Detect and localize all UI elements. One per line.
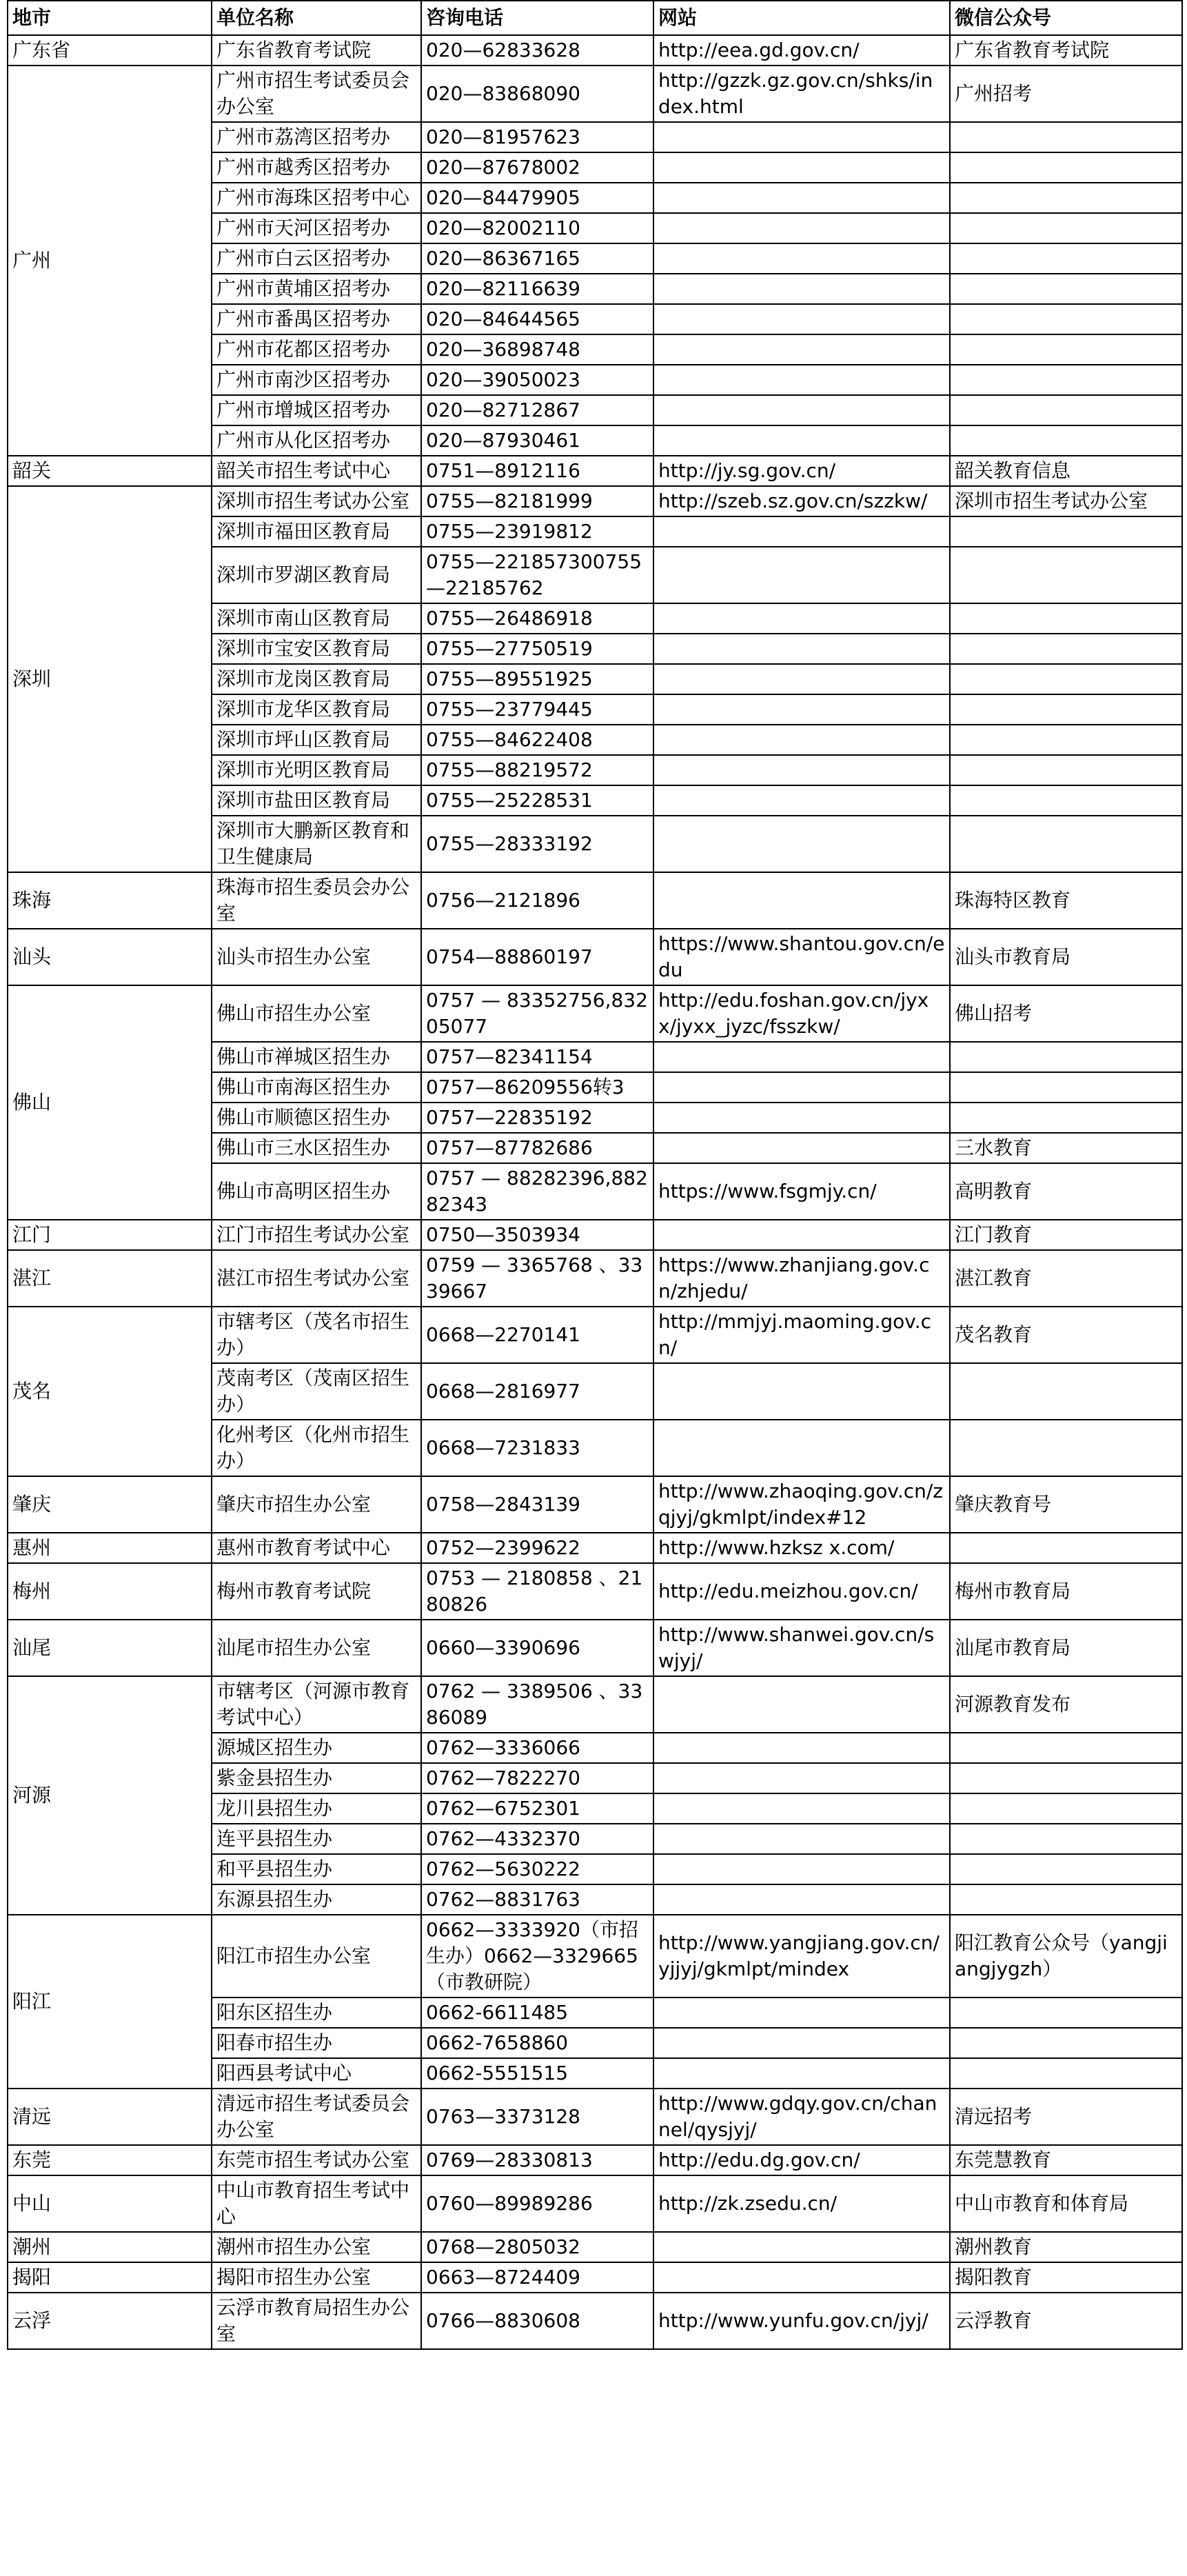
phone-cell: 0758—2843139 (421, 1476, 653, 1533)
unit-cell: 揭阳市招生办公室 (212, 2262, 421, 2293)
website-cell: http://www.yunfu.gov.cn/jyj/ (653, 2293, 950, 2349)
wechat-cell (950, 1763, 1182, 1793)
table-row (8, 1476, 1182, 1533)
website-cell (653, 1733, 950, 1763)
unit-cell: 和平县招生办 (212, 1854, 421, 1884)
website-cell (653, 1363, 950, 1420)
wechat-cell (950, 1533, 1182, 1563)
unit-cell: 潮州市招生办公室 (212, 2232, 421, 2262)
unit-cell: 韶关市招生考试中心 (212, 456, 421, 486)
phone-cell: 0757 — 83352756,83205077 (421, 985, 653, 1042)
table-row (8, 2175, 1182, 2232)
phone-cell: 020—84479905 (421, 183, 653, 213)
website-cell (653, 694, 950, 725)
website-cell: http://edu.dg.gov.cn/ (653, 2145, 950, 2175)
unit-cell: 化州考区（化州市招生办） (212, 1420, 421, 1476)
phone-cell: 0762 — 3389506 、3386089 (421, 1676, 653, 1733)
phone-cell: 0662-5551515 (421, 2058, 653, 2089)
wechat-cell (950, 1072, 1182, 1103)
website-cell (653, 1763, 950, 1793)
wechat-cell: 汕头市教育局 (950, 929, 1182, 985)
wechat-cell: 河源教育发布 (950, 1676, 1182, 1733)
wechat-cell (950, 152, 1182, 183)
phone-cell: 0755—23779445 (421, 694, 653, 725)
wechat-cell (950, 1998, 1182, 2028)
table-row (8, 985, 1182, 1042)
phone-cell: 0757—82341154 (421, 1042, 653, 1072)
wechat-cell: 深圳市招生考试办公室 (950, 486, 1182, 516)
phone-cell: 0755—23919812 (421, 516, 653, 547)
website-cell (653, 1824, 950, 1854)
website-cell: http://zk.zsedu.cn/ (653, 2175, 950, 2232)
city-cell: 汕尾 (8, 1620, 212, 1676)
unit-cell: 深圳市盐田区教育局 (212, 785, 421, 816)
phone-cell: 0762—6752301 (421, 1793, 653, 1824)
unit-cell: 茂南考区（茂南区招生办） (212, 1363, 421, 1420)
website-cell (653, 1998, 950, 2028)
phone-cell: 0757—87782686 (421, 1133, 653, 1163)
wechat-cell (950, 2058, 1182, 2089)
website-cell (653, 725, 950, 755)
city-cell: 东莞 (8, 2145, 212, 2175)
website-cell: http://www.zhaoqing.gov.cn/zqjyj/gkmlpt/index#12 (653, 1476, 950, 1533)
table-row (8, 1220, 1182, 1250)
unit-cell: 广州市招生考试委员会办公室 (212, 66, 421, 122)
unit-cell: 佛山市三水区招生办 (212, 1133, 421, 1163)
phone-cell: 0662-7658860 (421, 2028, 653, 2058)
phone-cell: 0760—89989286 (421, 2175, 653, 2232)
website-cell: http://www.hzksz x.com/ (653, 1533, 950, 1563)
wechat-cell (950, 785, 1182, 816)
phone-cell: 020—81957623 (421, 122, 653, 152)
unit-cell: 广州市增城区招考办 (212, 395, 421, 425)
website-cell: http://jy.sg.gov.cn/ (653, 456, 950, 486)
wechat-cell: 肇庆教育号 (950, 1476, 1182, 1533)
unit-cell: 市辖考区（茂名市招生办） (212, 1307, 421, 1363)
website-cell (653, 785, 950, 816)
unit-cell: 市辖考区（河源市教育考试中心） (212, 1676, 421, 1733)
phone-cell: 0668—2270141 (421, 1307, 653, 1363)
website-cell (653, 183, 950, 213)
website-cell: https://www.shantou.gov.cn/edu (653, 929, 950, 985)
phone-cell: 020—62833628 (421, 35, 653, 66)
unit-cell: 广州市荔湾区招考办 (212, 122, 421, 152)
website-cell (653, 2232, 950, 2262)
website-cell: http://gzzk.gz.gov.cn/shks/index.html (653, 66, 950, 122)
wechat-cell (950, 634, 1182, 664)
phone-cell: 020—36898748 (421, 334, 653, 365)
unit-cell: 广州市天河区招考办 (212, 213, 421, 243)
unit-cell: 惠州市教育考试中心 (212, 1533, 421, 1563)
website-cell (653, 395, 950, 425)
table-row (8, 1533, 1182, 1563)
website-cell (653, 755, 950, 785)
wechat-cell (950, 1793, 1182, 1824)
unit-cell: 江门市招生考试办公室 (212, 1220, 421, 1250)
website-cell (653, 274, 950, 304)
unit-cell: 广州市从化区招考办 (212, 425, 421, 456)
city-cell: 佛山 (8, 985, 212, 1220)
unit-cell: 汕头市招生办公室 (212, 929, 421, 985)
table-row (8, 66, 1182, 122)
website-cell (653, 152, 950, 183)
table-row (8, 1915, 1182, 1998)
phone-cell: 020—83868090 (421, 66, 653, 122)
phone-cell: 020—82116639 (421, 274, 653, 304)
phone-cell: 0754—88860197 (421, 929, 653, 985)
wechat-cell: 三水教育 (950, 1133, 1182, 1163)
phone-cell: 020—39050023 (421, 365, 653, 395)
website-cell (653, 1042, 950, 1072)
website-cell (653, 304, 950, 334)
table-row (8, 2145, 1182, 2175)
wechat-cell (950, 213, 1182, 243)
wechat-cell (950, 1420, 1182, 1476)
unit-cell: 源城区招生办 (212, 1733, 421, 1763)
website-cell (653, 2058, 950, 2089)
phone-cell: 0762—5630222 (421, 1854, 653, 1884)
phone-cell: 0755—84622408 (421, 725, 653, 755)
unit-cell: 紫金县招生办 (212, 1763, 421, 1793)
website-cell (653, 213, 950, 243)
city-cell: 云浮 (8, 2293, 212, 2349)
website-cell: http://eea.gd.gov.cn/ (653, 35, 950, 66)
phone-cell: 020—82002110 (421, 213, 653, 243)
website-cell: http://www.shanwei.gov.cn/swjyj/ (653, 1620, 950, 1676)
city-cell: 汕头 (8, 929, 212, 985)
city-cell: 珠海 (8, 872, 212, 929)
unit-cell: 肇庆市招生办公室 (212, 1476, 421, 1533)
website-cell (653, 872, 950, 929)
wechat-cell (950, 1042, 1182, 1072)
website-cell (653, 2262, 950, 2293)
unit-cell: 东源县招生办 (212, 1884, 421, 1915)
unit-cell: 阳江市招生办公室 (212, 1915, 421, 1998)
table-row (8, 2232, 1182, 2262)
header-phone: 咨询电话 (421, 1, 653, 35)
unit-cell: 阳西县考试中心 (212, 2058, 421, 2089)
city-cell: 广州 (8, 66, 212, 456)
city-cell: 惠州 (8, 1533, 212, 1563)
city-cell: 揭阳 (8, 2262, 212, 2293)
phone-cell: 0757—22835192 (421, 1103, 653, 1133)
phone-cell: 0757—86209556转3 (421, 1072, 653, 1103)
phone-cell: 0755—25228531 (421, 785, 653, 816)
table-row (8, 1250, 1182, 1307)
phone-cell: 0762—8831763 (421, 1884, 653, 1915)
website-cell: https://www.fsgmjy.cn/ (653, 1163, 950, 1220)
unit-cell: 广州市南沙区招考办 (212, 365, 421, 395)
website-cell (653, 516, 950, 547)
wechat-cell (950, 274, 1182, 304)
phone-cell: 0755—28333192 (421, 816, 653, 872)
unit-cell: 深圳市招生考试办公室 (212, 486, 421, 516)
city-cell: 阳江 (8, 1915, 212, 2089)
phone-cell: 0762—7822270 (421, 1763, 653, 1793)
phone-cell: 0755—26486918 (421, 603, 653, 634)
website-cell (653, 1220, 950, 1250)
wechat-cell (950, 516, 1182, 547)
phone-cell: 0751—8912116 (421, 456, 653, 486)
wechat-cell: 汕尾市教育局 (950, 1620, 1182, 1676)
wechat-cell (950, 694, 1182, 725)
wechat-cell: 云浮教育 (950, 2293, 1182, 2349)
table-row (8, 1620, 1182, 1676)
website-cell (653, 122, 950, 152)
website-cell: http://www.yangjiang.gov.cn/yjjyj/gkmlpt/mindex (653, 1915, 950, 1998)
table-row (8, 486, 1182, 516)
website-cell (653, 816, 950, 872)
wechat-cell: 东莞慧教育 (950, 2145, 1182, 2175)
phone-cell: 0662—3333920（市招生办）0662—3329665（市教研院） (421, 1915, 653, 1998)
table-row (8, 456, 1182, 486)
unit-cell: 梅州市教育考试院 (212, 1563, 421, 1620)
phone-cell: 0768—2805032 (421, 2232, 653, 2262)
wechat-cell (950, 547, 1182, 603)
unit-cell: 深圳市南山区教育局 (212, 603, 421, 634)
wechat-cell (950, 1363, 1182, 1420)
unit-cell: 湛江市招生考试办公室 (212, 1250, 421, 1307)
unit-cell: 珠海市招生委员会办公室 (212, 872, 421, 929)
unit-cell: 广东省教育考试院 (212, 35, 421, 66)
website-cell: http://www.gdqy.gov.cn/channel/qysjyj/ (653, 2089, 950, 2145)
table-row (8, 35, 1182, 66)
phone-cell: 0756—2121896 (421, 872, 653, 929)
phone-cell: 0762—3336066 (421, 1733, 653, 1763)
header-city: 地市 (8, 1, 212, 35)
phone-cell: 0668—2816977 (421, 1363, 653, 1420)
city-cell: 湛江 (8, 1250, 212, 1307)
unit-cell: 广州市花都区招考办 (212, 334, 421, 365)
wechat-cell: 高明教育 (950, 1163, 1182, 1220)
website-cell (653, 1854, 950, 1884)
city-cell: 江门 (8, 1220, 212, 1250)
website-cell (653, 664, 950, 694)
wechat-cell: 珠海特区教育 (950, 872, 1182, 929)
wechat-cell (950, 664, 1182, 694)
phone-cell: 0755—89551925 (421, 664, 653, 694)
table-row (8, 872, 1182, 929)
phone-cell: 020—87930461 (421, 425, 653, 456)
phone-cell: 0769—28330813 (421, 2145, 653, 2175)
city-cell: 中山 (8, 2175, 212, 2232)
contact-table (7, 0, 1183, 2350)
phone-cell: 0755—82181999 (421, 486, 653, 516)
unit-cell: 深圳市宝安区教育局 (212, 634, 421, 664)
wechat-cell: 广州招考 (950, 66, 1182, 122)
unit-cell: 广州市海珠区招考中心 (212, 183, 421, 213)
website-cell (653, 425, 950, 456)
wechat-cell: 中山市教育和体育局 (950, 2175, 1182, 2232)
table-row (8, 1676, 1182, 1733)
wechat-cell (950, 2028, 1182, 2058)
website-cell: http://mmjyj.maoming.gov.cn/ (653, 1307, 950, 1363)
unit-cell: 佛山市禅城区招生办 (212, 1042, 421, 1072)
header-wechat: 微信公众号 (950, 1, 1182, 35)
wechat-cell: 江门教育 (950, 1220, 1182, 1250)
table-header (8, 1, 1182, 35)
phone-cell: 0660—3390696 (421, 1620, 653, 1676)
unit-cell: 深圳市大鹏新区教育和卫生健康局 (212, 816, 421, 872)
wechat-cell (950, 1854, 1182, 1884)
wechat-cell (950, 334, 1182, 365)
phone-cell: 020—87678002 (421, 152, 653, 183)
unit-cell: 广州市越秀区招考办 (212, 152, 421, 183)
header-unit: 单位名称 (212, 1, 421, 35)
website-cell (653, 603, 950, 634)
unit-cell: 佛山市招生办公室 (212, 985, 421, 1042)
city-cell: 广东省 (8, 35, 212, 66)
table-row (8, 2089, 1182, 2145)
unit-cell: 佛山市高明区招生办 (212, 1163, 421, 1220)
wechat-cell: 湛江教育 (950, 1250, 1182, 1307)
website-cell (653, 334, 950, 365)
table-row (8, 2262, 1182, 2293)
wechat-cell (950, 395, 1182, 425)
phone-cell: 0759 — 3365768 、3339667 (421, 1250, 653, 1307)
website-cell (653, 1103, 950, 1133)
unit-cell: 佛山市南海区招生办 (212, 1072, 421, 1103)
phone-cell: 0668—7231833 (421, 1420, 653, 1476)
wechat-cell (950, 122, 1182, 152)
header-row (8, 1, 1182, 35)
wechat-cell (950, 816, 1182, 872)
unit-cell: 云浮市教育局招生办公室 (212, 2293, 421, 2349)
phone-cell: 0763—3373128 (421, 2089, 653, 2145)
wechat-cell: 广东省教育考试院 (950, 35, 1182, 66)
city-cell: 潮州 (8, 2232, 212, 2262)
phone-cell: 0755—88219572 (421, 755, 653, 785)
phone-cell: 0752—2399622 (421, 1533, 653, 1563)
phone-cell: 0755—27750519 (421, 634, 653, 664)
wechat-cell: 梅州市教育局 (950, 1563, 1182, 1620)
wechat-cell (950, 1733, 1182, 1763)
unit-cell: 阳春市招生办 (212, 2028, 421, 2058)
phone-cell: 0662-6611485 (421, 1998, 653, 2028)
wechat-cell: 清远招考 (950, 2089, 1182, 2145)
wechat-cell (950, 725, 1182, 755)
unit-cell: 深圳市坪山区教育局 (212, 725, 421, 755)
unit-cell: 广州市黄埔区招考办 (212, 274, 421, 304)
website-cell (653, 1420, 950, 1476)
website-cell (653, 634, 950, 664)
wechat-cell: 阳江教育公众号（yangjiangjygzh） (950, 1915, 1182, 1998)
wechat-cell (950, 1884, 1182, 1915)
city-cell: 茂名 (8, 1307, 212, 1476)
unit-cell: 深圳市龙华区教育局 (212, 694, 421, 725)
unit-cell: 阳东区招生办 (212, 1998, 421, 2028)
unit-cell: 汕尾市招生办公室 (212, 1620, 421, 1676)
website-cell (653, 1676, 950, 1733)
unit-cell: 广州市白云区招考办 (212, 243, 421, 274)
wechat-cell (950, 1824, 1182, 1854)
website-cell: https://www.zhanjiang.gov.cn/zhjedu/ (653, 1250, 950, 1307)
website-cell: http://edu.foshan.gov.cn/jyxx/jyxx_jyzc/fsszkw/ (653, 985, 950, 1042)
wechat-cell (950, 183, 1182, 213)
phone-cell: 0757 — 88282396,88282343 (421, 1163, 653, 1220)
phone-cell: 0762—4332370 (421, 1824, 653, 1854)
unit-cell: 深圳市罗湖区教育局 (212, 547, 421, 603)
website-cell (653, 2028, 950, 2058)
phone-cell: 0750—3503934 (421, 1220, 653, 1250)
city-cell: 清远 (8, 2089, 212, 2145)
phone-cell: 0755—221857300755—22185762 (421, 547, 653, 603)
city-cell: 河源 (8, 1676, 212, 1915)
website-cell (653, 1793, 950, 1824)
unit-cell: 深圳市福田区教育局 (212, 516, 421, 547)
header-website: 网站 (653, 1, 950, 35)
table-body (8, 35, 1182, 2349)
unit-cell: 连平县招生办 (212, 1824, 421, 1854)
website-cell (653, 1072, 950, 1103)
website-cell (653, 1133, 950, 1163)
wechat-cell (950, 304, 1182, 334)
wechat-cell (950, 603, 1182, 634)
unit-cell: 中山市教育招生考试中心 (212, 2175, 421, 2232)
unit-cell: 深圳市龙岗区教育局 (212, 664, 421, 694)
wechat-cell: 韶关教育信息 (950, 456, 1182, 486)
table-row (8, 929, 1182, 985)
unit-cell: 东莞市招生考试办公室 (212, 2145, 421, 2175)
wechat-cell (950, 1103, 1182, 1133)
website-cell: http://edu.meizhou.gov.cn/ (653, 1563, 950, 1620)
wechat-cell: 揭阳教育 (950, 2262, 1182, 2293)
city-cell: 梅州 (8, 1563, 212, 1620)
wechat-cell (950, 425, 1182, 456)
unit-cell: 佛山市顺德区招生办 (212, 1103, 421, 1133)
unit-cell: 清远市招生考试委员会办公室 (212, 2089, 421, 2145)
website-cell (653, 243, 950, 274)
city-cell: 韶关 (8, 456, 212, 486)
city-cell: 深圳 (8, 486, 212, 872)
unit-cell: 深圳市光明区教育局 (212, 755, 421, 785)
phone-cell: 020—86367165 (421, 243, 653, 274)
table-row (8, 1307, 1182, 1363)
phone-cell: 020—84644565 (421, 304, 653, 334)
website-cell (653, 547, 950, 603)
unit-cell: 龙川县招生办 (212, 1793, 421, 1824)
wechat-cell: 茂名教育 (950, 1307, 1182, 1363)
unit-cell: 广州市番禺区招考办 (212, 304, 421, 334)
website-cell (653, 365, 950, 395)
website-cell: http://szeb.sz.gov.cn/szzkw/ (653, 486, 950, 516)
phone-cell: 0753 — 2180858 、2180826 (421, 1563, 653, 1620)
wechat-cell (950, 755, 1182, 785)
wechat-cell (950, 365, 1182, 395)
phone-cell: 0663—8724409 (421, 2262, 653, 2293)
table-row (8, 1563, 1182, 1620)
table-row (8, 2293, 1182, 2349)
wechat-cell: 佛山招考 (950, 985, 1182, 1042)
wechat-cell (950, 243, 1182, 274)
wechat-cell: 潮州教育 (950, 2232, 1182, 2262)
phone-cell: 020—82712867 (421, 395, 653, 425)
phone-cell: 0766—8830608 (421, 2293, 653, 2349)
city-cell: 肇庆 (8, 1476, 212, 1533)
website-cell (653, 1884, 950, 1915)
